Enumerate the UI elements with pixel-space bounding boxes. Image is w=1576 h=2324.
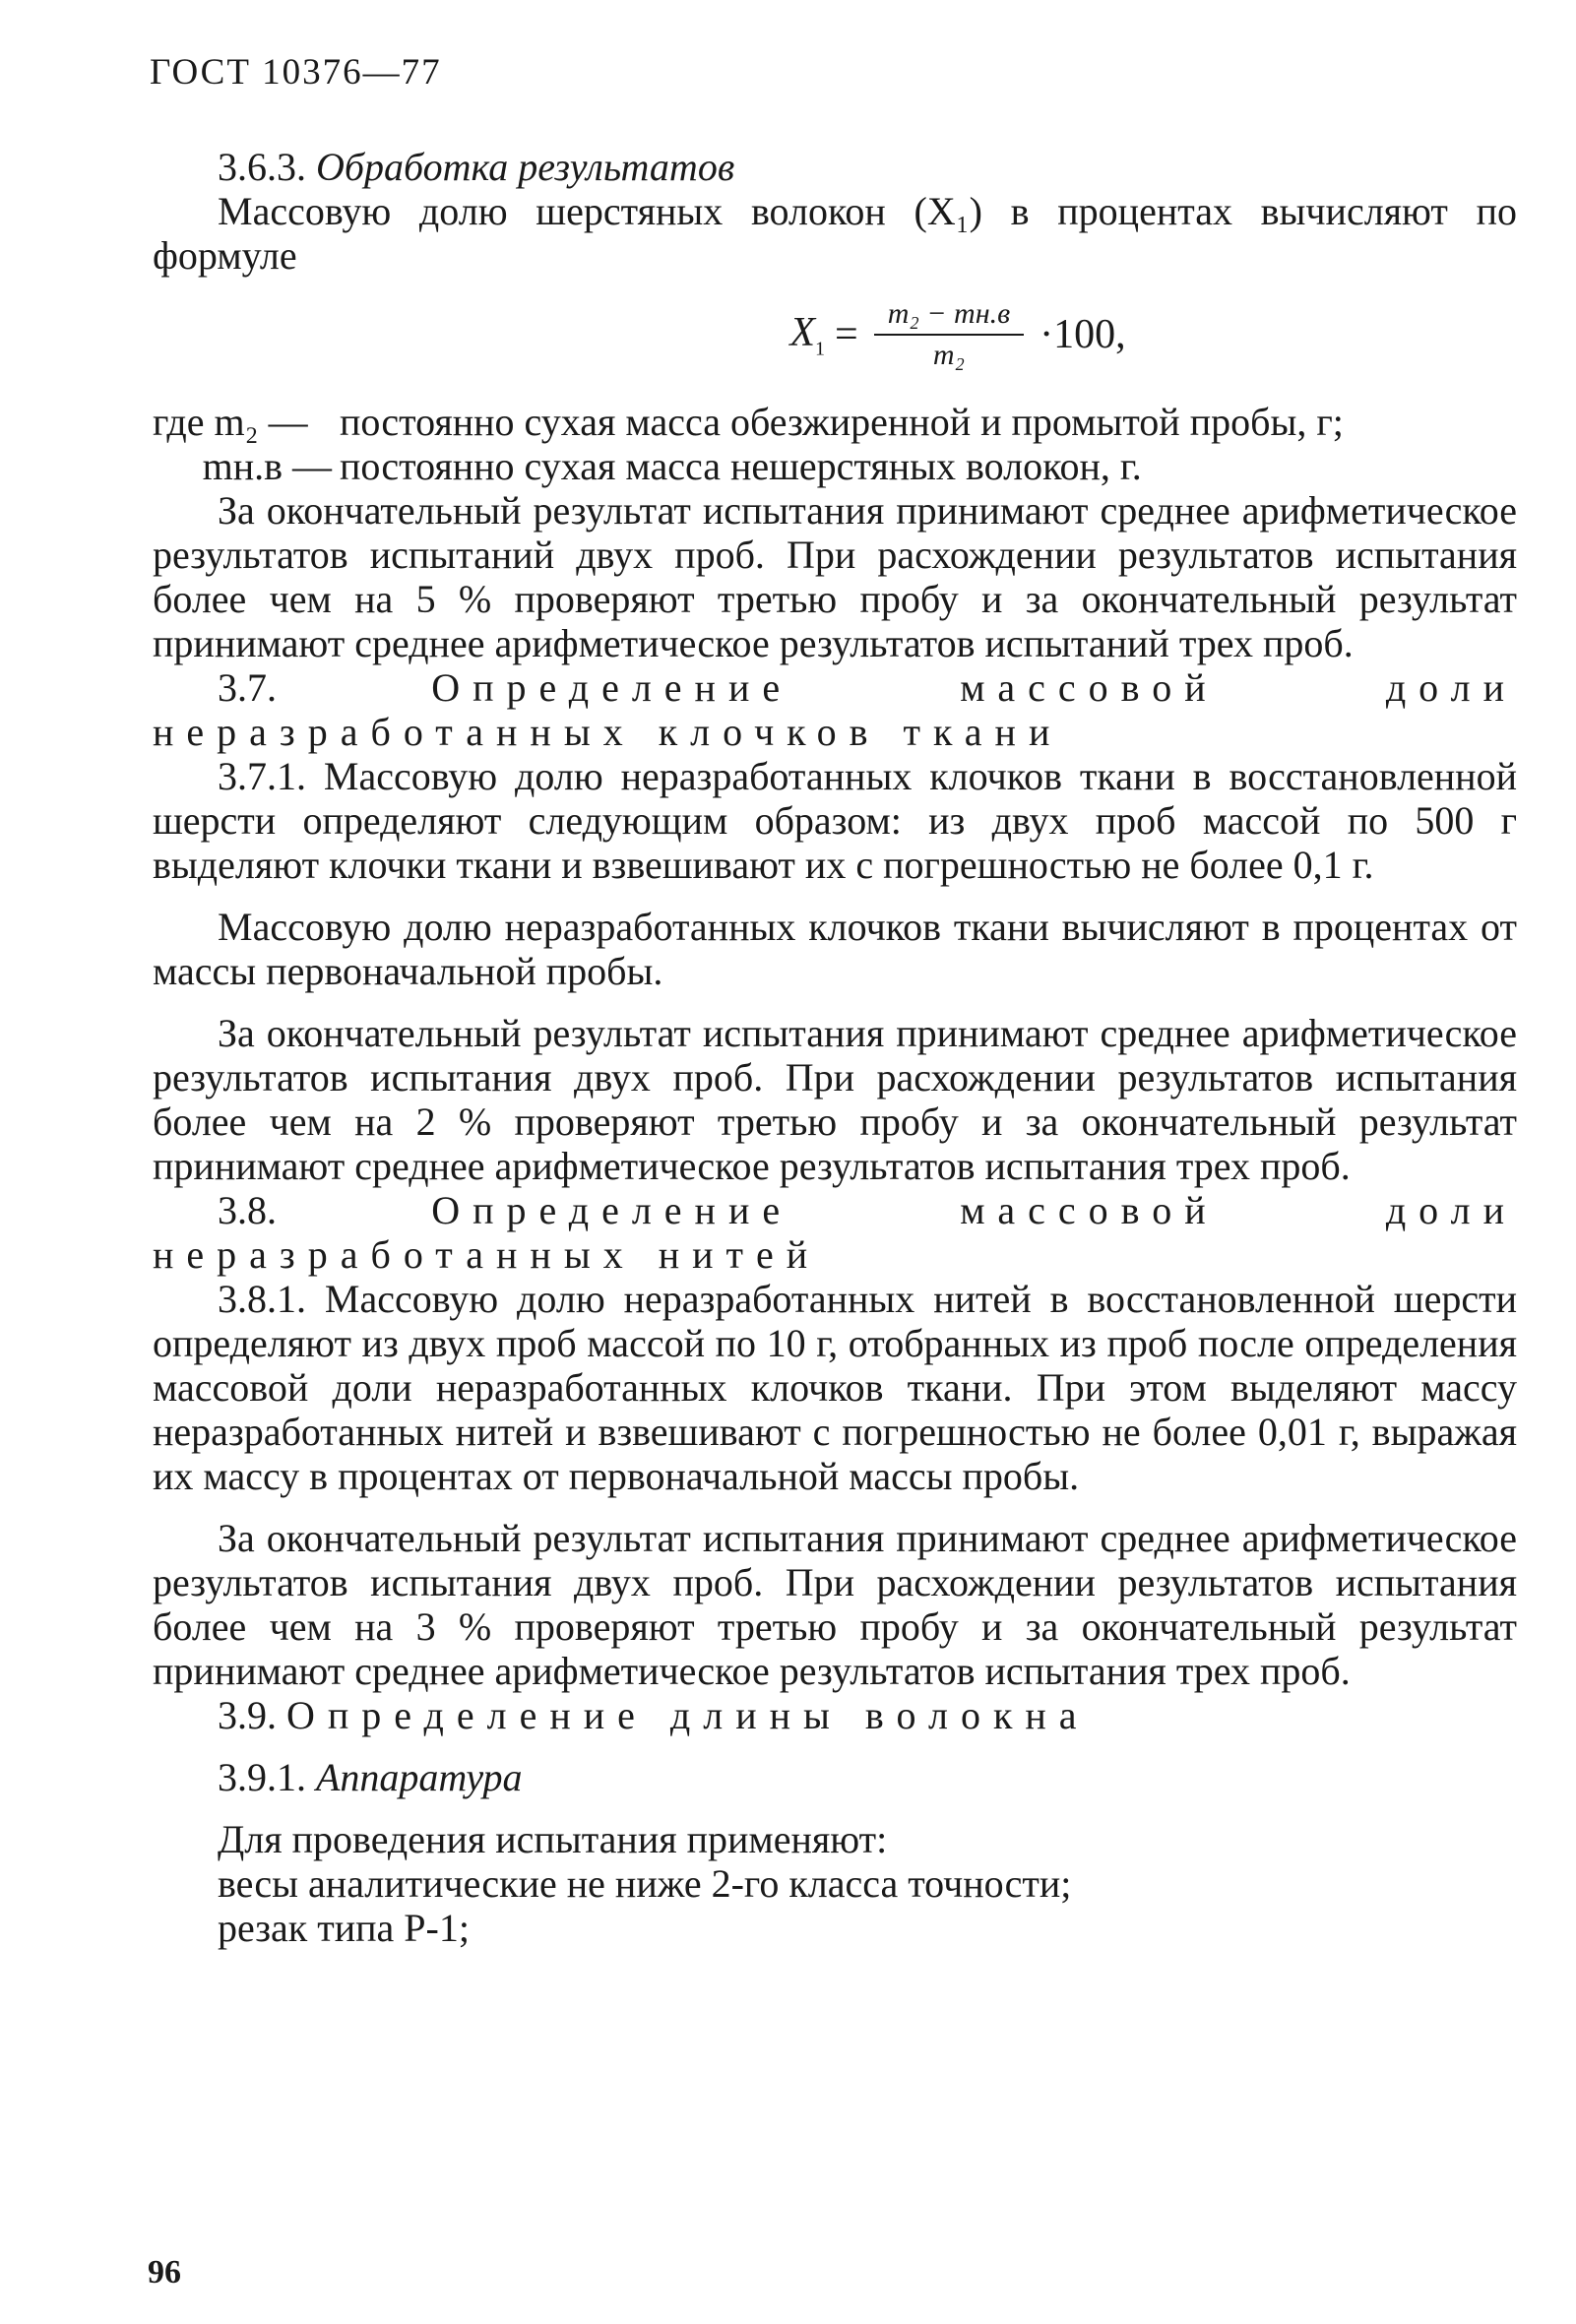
section-title: Обработка результатов (316, 145, 735, 189)
formula-numerator: m₂ − mн.в (874, 297, 1024, 336)
section-title: Определение массовой доли неразработанных клочков ткани (153, 665, 1518, 754)
apparatus-item-scales: весы аналитические не ниже 2-го класса точности; (218, 1861, 1072, 1906)
section-number: 3.6.3. (218, 145, 306, 189)
legend-symbol: mн.в — (202, 444, 332, 488)
section-number: 3.7. (218, 665, 277, 710)
paragraph-3-8-1: 3.8.1. Массовую долю неразработанных нитей в восстановленной шерсти определяют из двух проб массой по 10 г, отобранных из проб после определения массовой доли неразработанных клочков ткани. При этом выделяют массу неразработанных нитей и взвешивают с погрешностью не более 0,01 г, выражая их массу в процентах от первоначальной массы пробы. (153, 1277, 1517, 1498)
section-3-7-heading (153, 665, 1517, 754)
formula-denominator: m₂ (932, 339, 965, 371)
section-3-9-1-heading (153, 1755, 1517, 1799)
section-title: Определение массовой доли неразработанных нитей (153, 1188, 1518, 1277)
section-3-6-3-heading (153, 145, 1517, 189)
section-title: Аппаратура (316, 1755, 523, 1799)
section-number: 3.9.1. (218, 1755, 306, 1799)
section-number: 3.8. (218, 1188, 277, 1232)
apparatus-item-cutter: резак типа Р-1; (218, 1906, 470, 1950)
section-title: Определение длины волокна (286, 1693, 1090, 1737)
formula-lhs: $X_1$ (789, 309, 826, 360)
legend-text: постоянно сухая масса обезжиренной и промытой пробы, г; (340, 400, 1344, 444)
page-number: 96 (148, 2254, 181, 2291)
document-header: ГОСТ 10376—77 (150, 52, 442, 93)
paragraph-3-7-1: 3.7.1. Массовую долю неразработанных клочков ткани в восстановленной шерсти определяют следующим образом: из двух проб массой по 500 г выделяют клочки ткани и взвешивают их с погрешностью не более 0,1 г. (153, 754, 1517, 887)
paragraph-3-7-1-c: За окончательный результат испытания принимают среднее арифметическое результатов испытания двух проб. При расхождении результатов испытания более чем на 2 % проверяют третью пробу и за окончательный результат принимают среднее арифметическое результатов испытания трех проб. (153, 1011, 1517, 1188)
legend-mnv (153, 444, 1517, 488)
formula-fraction (874, 297, 1024, 372)
formula-intro-paragraph: Массовую долю шерстяных волокон (X₁) в процентах вычисляют по формуле (153, 189, 1517, 278)
legend-symbol: где m₂ — (153, 400, 308, 444)
paragraph-3-7-1-b: Массовую долю неразработанных клочков ткани вычисляют в процентах от массы первоначальной пробы. (153, 905, 1517, 993)
formula-equals: = (835, 312, 858, 357)
legend-m2 (153, 400, 1517, 444)
apparatus-intro: Для проведения испытания применяют: (218, 1817, 888, 1861)
paragraph-3-8-1-b: За окончательный результат испытания принимают среднее арифметическое результатов испытания двух проб. При расхождении результатов испытания более чем на 3 % проверяют третью пробу и за окончательный результат принимают среднее арифметическое результатов испытания трех проб. (153, 1516, 1517, 1693)
paragraph-result-1: За окончательный результат испытания принимают среднее арифметическое результатов испытаний двух проб. При расхождении результатов испытания более чем на 5 % проверяют третью пробу и за окончательный результат принимают среднее арифметическое результатов испытаний трех проб. (153, 488, 1517, 665)
formula (399, 297, 1517, 372)
section-3-9-heading (153, 1693, 1517, 1737)
section-number: 3.9. (218, 1693, 277, 1737)
legend-text: постоянно сухая масса нешерстяных волокон, г. (340, 444, 1142, 488)
formula-multiplier: ·100, (1040, 312, 1126, 357)
section-3-8-heading (153, 1188, 1517, 1277)
